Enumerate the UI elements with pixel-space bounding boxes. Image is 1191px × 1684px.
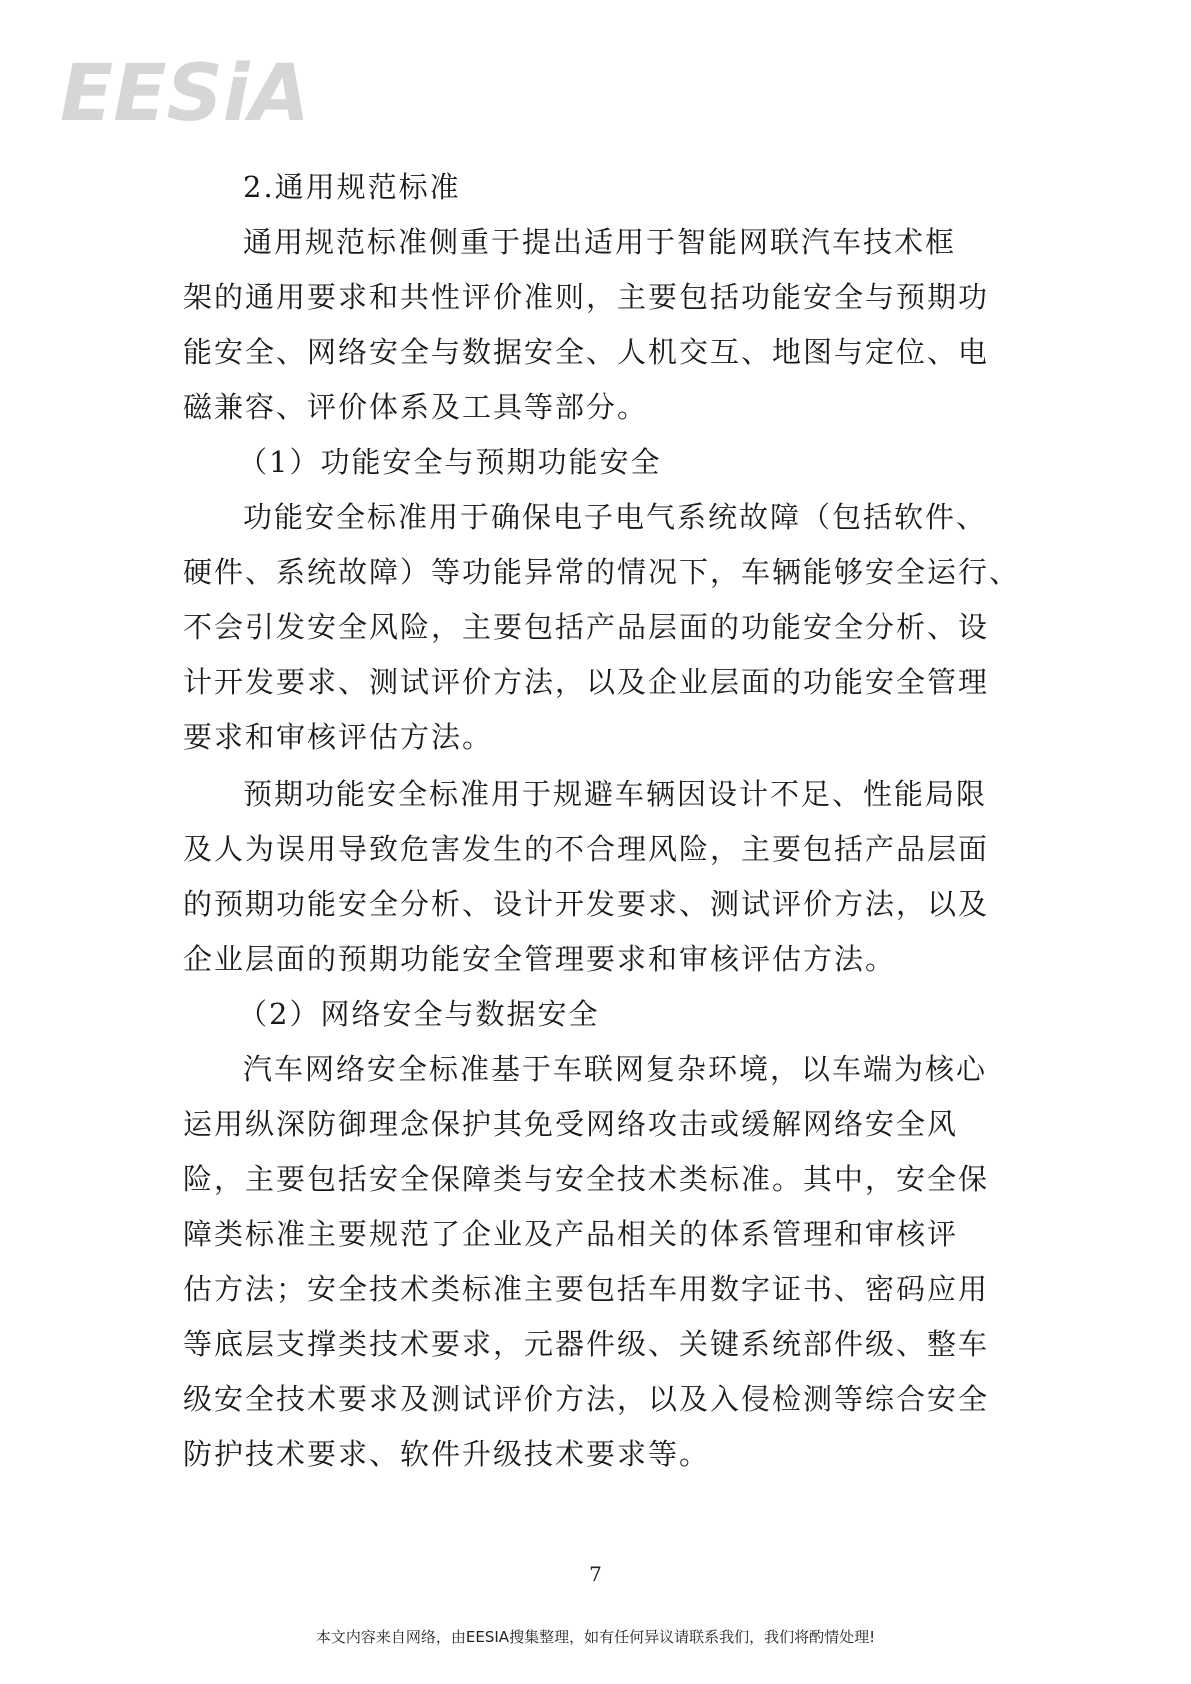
paragraph-line: 预期功能安全标准用于规避车辆因设计不足、性能局限: [243, 777, 988, 811]
paragraph-line: 功能安全标准用于确保电子电气系统故障（包括软件、: [243, 500, 988, 534]
paragraph-line: 运用纵深防御理念保护其免受网络攻击或缓解网络安全风: [183, 1107, 959, 1141]
paragraph-line: 能安全、网络安全与数据安全、人机交互、地图与定位、电: [183, 335, 990, 369]
eesia-logo-graphic: [58, 48, 303, 138]
subsection-heading-2: （2）网络安全与数据安全: [238, 997, 600, 1031]
paragraph-line: 硬件、系统故障）等功能异常的情况下，车辆能够安全运行、: [183, 555, 1021, 589]
cybersecurity-paragraph: [183, 1042, 1023, 1482]
paragraph-line: 汽车网络安全标准基于车联网复杂环境，以车端为核心: [243, 1052, 988, 1086]
subsection-heading-1: （1）功能安全与预期功能安全: [238, 445, 662, 479]
paragraph-line: 的预期功能安全分析、设计开发要求、测试评价方法，以及: [183, 887, 990, 921]
document-body: [183, 160, 1023, 1482]
paragraph-line: 磁兼容、评价体系及工具等部分。: [183, 390, 649, 424]
paragraph-line: 级安全技术要求及测试评价方法，以及入侵检测等综合安全: [183, 1382, 990, 1416]
paragraph-line: 障类标准主要规范了企业及产品相关的体系管理和审核评: [183, 1217, 959, 1251]
paragraph-line: 及人为误用导致危害发生的不合理风险，主要包括产品层面: [183, 832, 990, 866]
paragraph-line: 企业层面的预期功能安全管理要求和审核评估方法。: [183, 942, 897, 976]
functional-safety-paragraph: [183, 490, 1023, 765]
paragraph-line: 不会引发安全风险，主要包括产品层面的功能安全分析、设: [183, 610, 990, 644]
section-heading: 2.通用规范标准: [243, 170, 461, 204]
paragraph-line: 等底层支撑类技术要求，元器件级、关键系统部件级、整车: [183, 1327, 990, 1361]
footer-disclaimer: 本文内容来自网络，由EESIA搜集整理，如有任何异议请联系我们，我们将酌情处理!: [315, 1628, 876, 1646]
section-intro-paragraph: [183, 215, 1023, 435]
eesia-logo: [58, 48, 303, 138]
paragraph-line: 架的通用要求和共性评价准则，主要包括功能安全与预期功: [183, 280, 990, 314]
paragraph-line: 防护技术要求、软件升级技术要求等。: [183, 1437, 711, 1471]
logo-text: EESiA: [60, 49, 303, 138]
paragraph-line: 估方法；安全技术类标准主要包括车用数字证书、密码应用: [183, 1272, 990, 1306]
paragraph-line: 要求和审核评估方法。: [183, 720, 494, 754]
paragraph-line: 险，主要包括安全保障类与安全技术类标准。其中，安全保: [183, 1162, 990, 1196]
sotif-paragraph: [183, 767, 1023, 987]
page-number: 7: [589, 1562, 602, 1586]
paragraph-line: 计开发要求、测试评价方法，以及企业层面的功能安全管理: [183, 665, 990, 699]
paragraph-line: 通用规范标准侧重于提出适用于智能网联汽车技术框: [243, 225, 957, 259]
